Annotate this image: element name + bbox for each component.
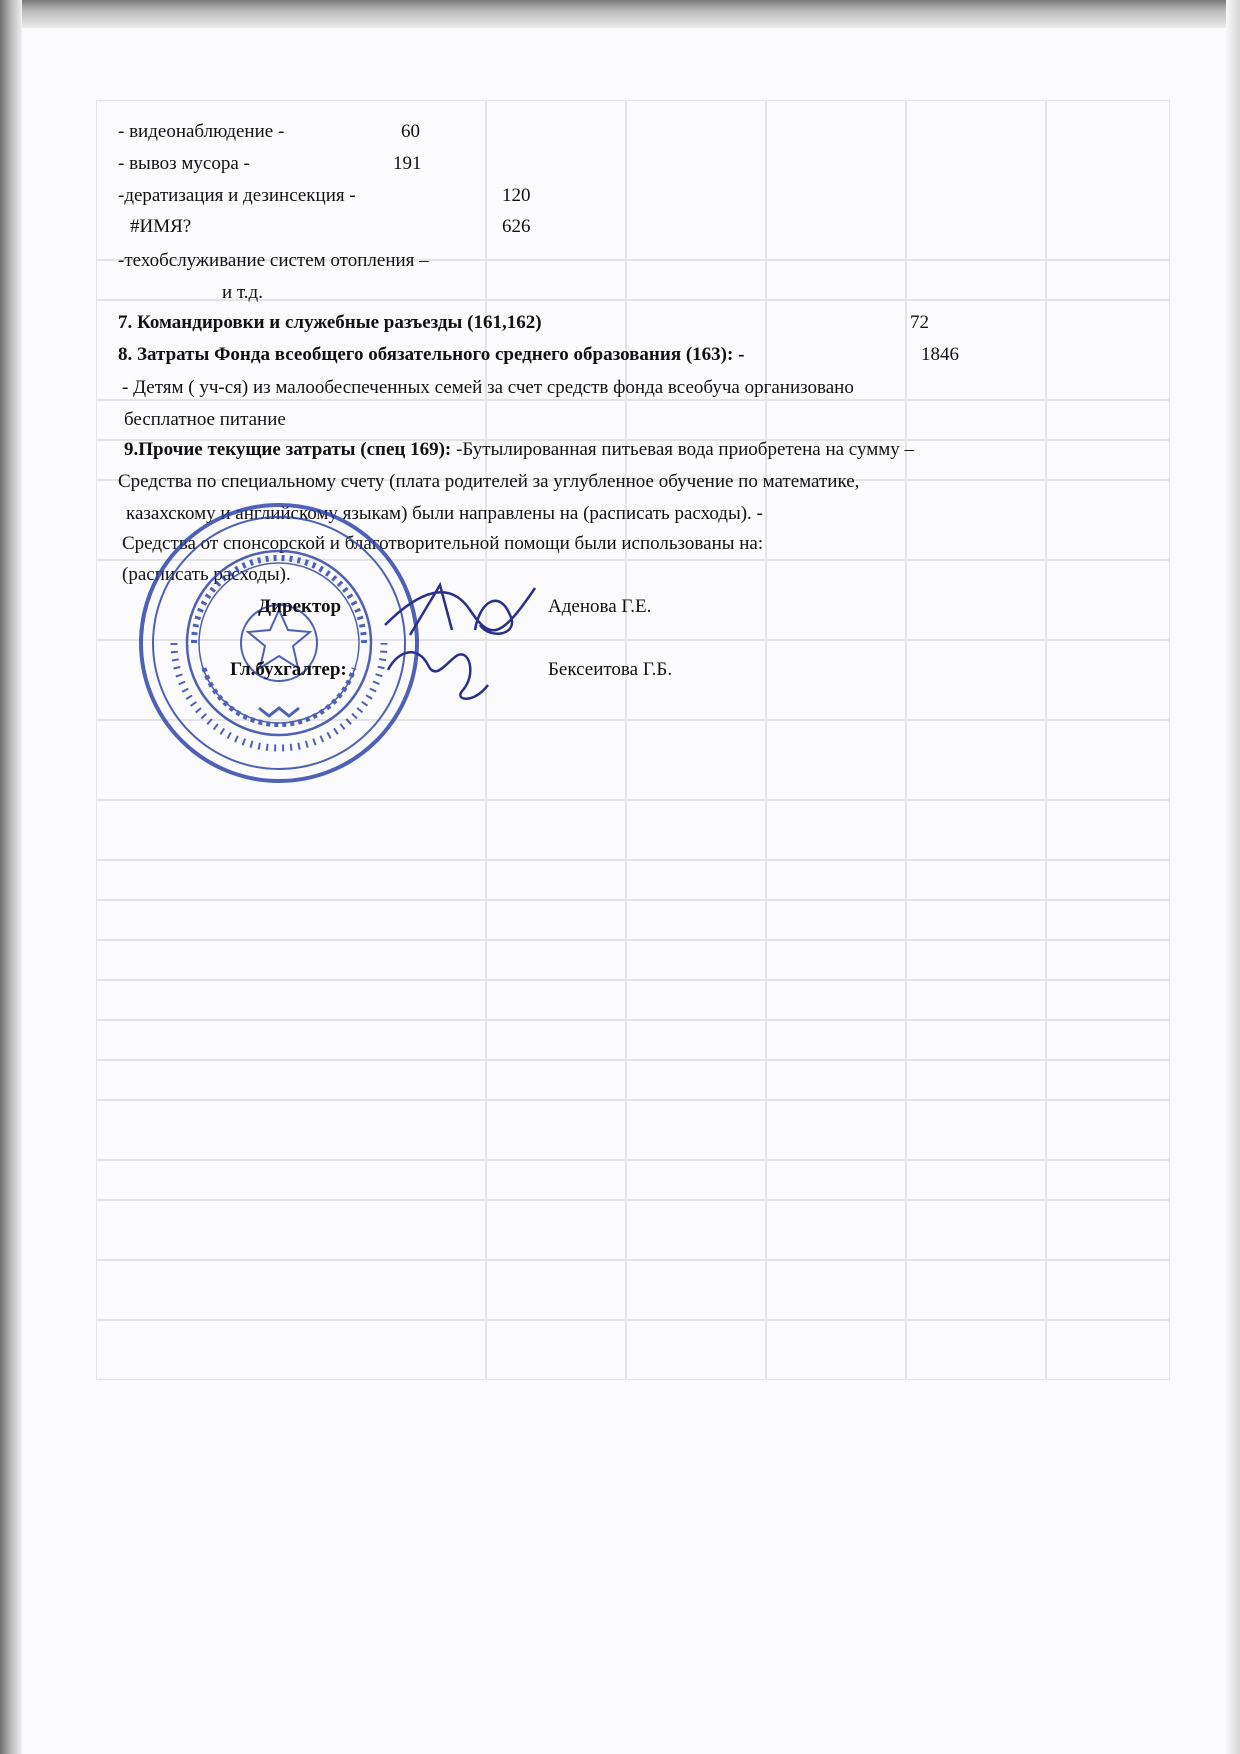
section-8-label: 8. Затраты Фонда всеобщего обязательного среднего образования (163): - bbox=[118, 344, 745, 365]
special-account-line-2: казахскому и английскому языкам) были направлены на (расписать расходы). - bbox=[126, 503, 763, 524]
scan-shadow-left bbox=[0, 0, 22, 1754]
section-8-text-2: бесплатное питание bbox=[124, 409, 286, 430]
item-deratization-value: 120 bbox=[502, 185, 531, 206]
item-heating-label: -техобслуживание систем отопления – bbox=[118, 250, 429, 271]
director-title: Директор bbox=[258, 596, 342, 617]
item-garbage-label: - вывоз мусора - bbox=[118, 153, 250, 174]
accountant-signature bbox=[378, 630, 498, 710]
section-7-value: 72 bbox=[910, 312, 929, 333]
special-account-line-1: Средства по специальному счету (плата родителей за углубленное обучение по математике, bbox=[118, 471, 860, 492]
item-deratization-label: -дератизация и дезинсекция - bbox=[118, 185, 356, 206]
director-name: Аденова Г.Е. bbox=[548, 596, 652, 617]
sponsor-line-1: Средства от спонсорской и благотворительной помощи были использованы на: bbox=[122, 533, 764, 554]
scan-shadow-top bbox=[0, 0, 1240, 28]
scan-shadow-right bbox=[1226, 0, 1240, 1754]
section-9-label: 9.Прочие текущие затраты (спец 169): bbox=[124, 439, 452, 460]
section-9-line bbox=[124, 438, 914, 462]
section-7-label: 7. Командировки и служебные разъезды (161,162) bbox=[118, 312, 542, 333]
item-video-label: - видеонаблюдение - bbox=[118, 121, 285, 142]
item-video-value: 60 bbox=[401, 121, 420, 142]
section-8-text-1: - Детям ( уч-ся) из малообеспеченных семей за счет средств фонда всеобуча организовано bbox=[122, 377, 854, 398]
section-9-text: -Бутылированная питьевая вода приобретена на сумму – bbox=[451, 439, 915, 460]
accountant-name: Бексеитова Г.Б. bbox=[548, 659, 673, 680]
sponsor-line-2: (расписать расходы). bbox=[122, 564, 291, 585]
item-name-error-value: 626 bbox=[502, 216, 531, 237]
item-name-error-label: #ИМЯ? bbox=[130, 216, 192, 237]
item-garbage-value: 191 bbox=[393, 153, 422, 174]
section-8-value: 1846 bbox=[921, 344, 959, 365]
accountant-title: Гл.бухгалтер: bbox=[230, 659, 347, 680]
item-etc-label: и т.д. bbox=[222, 282, 263, 303]
